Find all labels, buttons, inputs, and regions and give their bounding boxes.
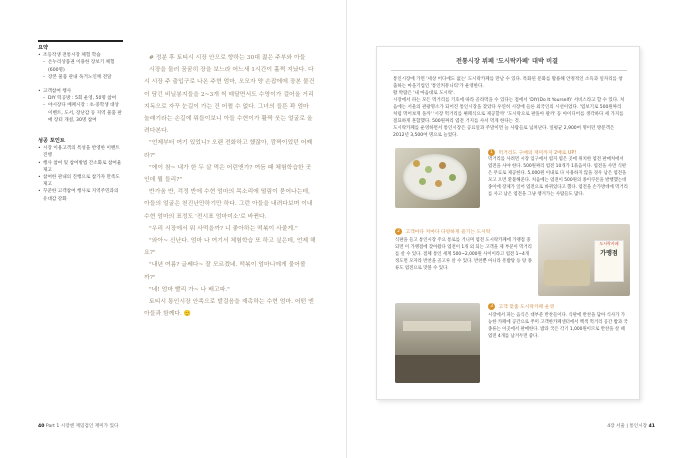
stall-sign <box>594 240 624 282</box>
story-paragraph: # 정분 후 토티시 시장 안으로 향하는 30대 젊은 주부와 아들 <box>149 55 306 61</box>
shelf-image <box>403 321 471 331</box>
section1-heading-text: 먹거리도 구매의 재미까지 2배로 UP! <box>498 151 577 156</box>
section2-heading-text: 고객마다 저마다 다양하게 즐기는 도시락 <box>405 230 491 235</box>
summary-sidebar <box>38 40 123 203</box>
section1-heading <box>488 149 576 156</box>
success-points-title: 성공 포인트 <box>38 138 65 145</box>
story-paragraph: 시장을 둘러 꿈꿈히 장을 보느라 어느새 1시간이 훌쩍 지났다. 다시 시장 주 출입구로 나온 주현 엄마, 오모자 양 손잡에에 장본 물건이 담긴 비닐봉지들을 2~3개 씩 매달면서도 수영이가 걸어올 거리 지독으로 자꾸 눈길이 가는 건 어쩔 수 없다. 그녀의 들뜬 꽉 엄마 놀래기라는 손길에 뭐들이보니 아들 수현이가 활짝 웃는 얼굴로 올려다본다. <box>144 67 315 135</box>
cafe-counter-photo <box>395 303 480 383</box>
success-point: • 시장 이용고객의 특성을 반영한 이벤트 진행 <box>38 145 123 159</box>
summary-subitem: – 장본 물품 관내 독거노인께 전달 <box>38 74 123 81</box>
counter-image <box>395 355 480 383</box>
summary-title: 요약 <box>38 45 49 51</box>
summary-item: • 조등작생 전통시장 체험 학습 <box>38 52 123 59</box>
sidebar-rule <box>38 40 123 42</box>
coin-image <box>435 180 442 187</box>
stall-sign-text: 가맹점 <box>600 250 618 257</box>
summary-subitem: – 온누리상품권 이용한 장보기 체험(600명) <box>38 59 123 73</box>
section2-body: 식판을 들고 통인시장 주요 통로를 거니며 엽전 도시락카페에 가맹점 중 되면 이 가맹점에 찾아왔다 엽전이 1개 외 되는 고객을 제 부분이 먹거리를 살 수 있다. 점체 통인 세계 500~2,000원 사이이라고 엽전 1~4개 정도면 모자라 반찬을 골고루 살 수 있다. 반찬뿐 아니라 흥밥탕 등 탕 종류도 엽전으로 맛볼 수 있다. <box>395 238 532 271</box>
food-tray-image <box>544 260 590 286</box>
section2-number: 2 <box>395 228 402 235</box>
left-running-title: Part 1 시장엔 재밌겁인 재미가 있다 <box>45 424 119 429</box>
summary-item: • 고객참여 행사 <box>38 88 123 95</box>
feature-intro <box>393 76 625 139</box>
left-page-footer <box>38 423 118 429</box>
right-page-footer <box>607 423 655 429</box>
right-running-title: 4장 서울 | 통인시장 <box>607 424 648 429</box>
success-point: • 참여한 관내의 진행으로 참가자 만족도 제고 <box>38 174 123 188</box>
page-gutter <box>346 0 347 458</box>
section3-heading-text: 고객 맞춤 도시락카페 운영 <box>498 305 555 310</box>
story-body <box>144 52 316 320</box>
coin-image <box>449 174 456 181</box>
section1-number: 1 <box>488 149 495 156</box>
story-paragraph: "와아~ 신난다. 엄마 나 여기서 체험학습 또 하고 싶은데, 언제 해요?" <box>144 238 316 257</box>
intro-paragraph: 통인시장에 가면 '세상 어디에도 없는' 도시락카페를 만날 수 있다. 특화된 문화를 활용해 안정적인 소득과 일자리를 창출하는 마을기업인 '통인커뮤니티'가 운영한다. <box>393 77 623 89</box>
intro-paragraph: 시장에서 파는 모든 먹거리를 기호에 따라 골라먹을 수 있다는 점에서 'DIY(Do It Yourself)' 서비스라고 할 수 있다. 처음에는 서울의 관광명소가 되어진 통인시장을 찾았다 우연히 시장에 들른 외국인의 시선이었다. '엽보기로 500원짜리처럼 먹어보게 돌까' '시장 먹거리를 뷔페식으로 제공할까' '도시락으로 판돌아 팔까' 등 아이디어를 생각하다 세 가지를 절묘하게 혼합했다. 500원짜리 엽전 거지를 사서 먹게 한다는 것. <box>393 98 625 124</box>
success-point: • 꾸준한 고객참여 행사로 지역주민과의 유대감 강화 <box>38 188 123 202</box>
story-paragraph: "에이 참~ 내가 한 두 살 먹은 어린앤가? 여듬 때 체험학습한 곳인데 뭘 들리?" <box>144 164 312 184</box>
story-paragraph: "언제부터 여기 있었니? 오랜 전화하고 했잖아, 깜짝이었던 어째라?" <box>144 140 313 159</box>
summary-subitem: – DIY 떡공방 : 5회 운영, 50명 참여 <box>38 95 123 102</box>
section3-body: 시장에서 파는 음식은 대부분 반찬들이다. 식판에 반찬을 담아 식사가 가능한 카페에 공간으로 쭈미 고객한카페센터에서 백색 먹거리 공간 밥과 국 종류는 이곳에서 판매한다. 밥과 국은 각기 1,000원이므로 반찬을 살 때 엽전 4개를 남겨두면 좋다. <box>488 313 628 339</box>
coin-image <box>425 166 432 173</box>
coin-image <box>419 178 426 185</box>
feature-box-divider <box>391 70 627 71</box>
intro-paragraph: 활 박람은 '내 마음대로 도시락'. <box>393 91 455 96</box>
feature-box-title: 전통시장 뷔페 '도시락카페' 대박 비결 <box>455 58 559 65</box>
intro-paragraph: 도시락카페를 운영하면서 통인시장은 공료일과 주말이면 늘 사람들로 넘쳐난다. 일평균 2,900여 명이던 방문객은 2012년 3,500여 명으로 늘었다. <box>393 126 615 138</box>
market-stall-photo <box>538 224 630 296</box>
stall-sign-small: 도시락카페 <box>599 241 619 246</box>
right-page-number: 41 <box>648 424 655 429</box>
story-paragraph: 토티시 통인시장 안족으로 발걸음을 재촉하는 수현 엄마. 어떤 엔 아들과 함께다. 🙂 <box>144 299 314 318</box>
left-page-number: 40 <box>38 424 45 429</box>
coin-image <box>413 160 420 167</box>
story-paragraph: "네! 엄마 빨리 가~ 나 배고파." <box>149 286 230 293</box>
section3-number: 3 <box>488 303 495 310</box>
story-paragraph: "내년 여름? 글쎄다~ 잘 모르겠네. 떡볶이 엄마니에게 물어볼까?" <box>144 262 306 281</box>
section3-heading <box>488 303 554 310</box>
summary-subitem: – 야시장다 베페시장 : 초·중학생 대상 이벤트, 도서, 장난감 등 지역 물품 판매 장터 개설, 30명 참여 <box>38 102 123 124</box>
success-point: • 행사 참여 및 참여방법 간소화로 참여율 제고 <box>38 160 123 174</box>
story-paragraph: "우리 시장에서 뭐 사먹을까? 니 좋아하는 떡볶이 사줄게." <box>149 225 298 232</box>
story-paragraph: 반가움 반, 걱정 반에 수현 엄마의 목소리에 떨림이 묻어나는데, 아들의 얼굴은 천진난만하기만 하다. 그런 아들을 내려다보며 이내 수현 엄마의 표정도 '전시표 엄마미소'로 바뀐다. <box>144 189 313 220</box>
section1-body: 먹거리를 사려면 시장 입구에서 엽지 엽은 곳에 위치한 엽전 판매처에서 엽전을 사야 한다. 500원짜리 엽전 10개가 1묶음이다. 엽전을 사면 식판은 무료로 제공한다. 5,000원 이내로 다 사용하지 않을 경우 남은 엽전을 모고 오면 환불해준다. 처음에는 엽전이 500원의 종이쿠폰을 발행했는데 종이에 장제가 일어 엽전으로 바뀌었다고 했다. 엽전을 손가방데에 먹거리를 사고 남은 엽전을 그냥 챙겨가는 사람들도 많다. <box>488 157 628 197</box>
coin-image <box>439 162 446 169</box>
coins-plate-photo <box>395 148 480 208</box>
section2-heading <box>395 228 490 235</box>
